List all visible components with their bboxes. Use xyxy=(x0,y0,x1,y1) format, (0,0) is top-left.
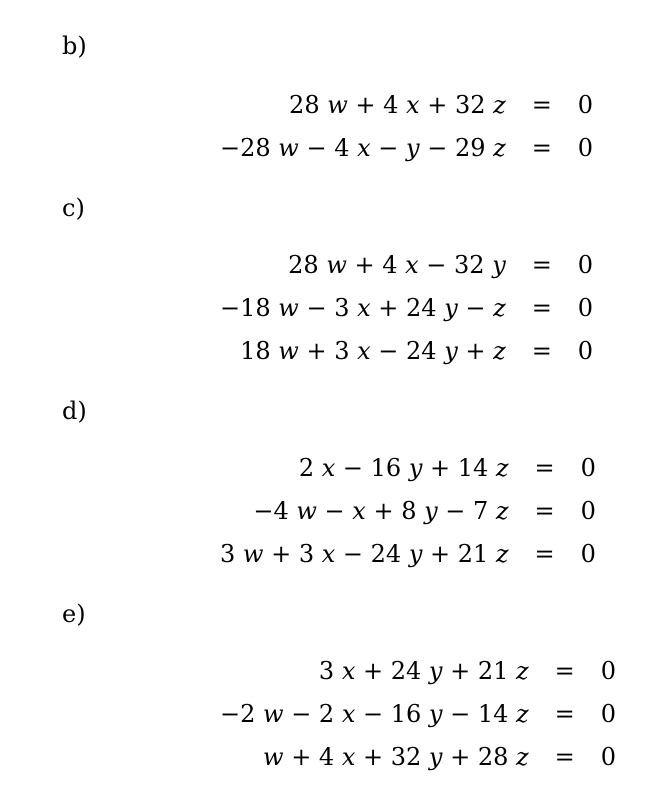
equation-row xyxy=(220,329,608,372)
equation-rhs: 0 xyxy=(580,453,596,482)
equation-relation: = xyxy=(531,250,552,279)
equation-row xyxy=(220,126,608,169)
equation-lhs: 28 w + 4 x + 32 z xyxy=(289,90,506,119)
equation-lhs: w + 4 x + 32 y + 28 z xyxy=(263,742,529,771)
equation-rhs: 0 xyxy=(600,742,616,771)
equation-lhs: 3 w + 3 x − 24 y + 21 z xyxy=(220,539,509,568)
equation-lhs: 28 w + 4 x − 32 y xyxy=(288,250,506,279)
equation-lhs: −2 w − 2 x − 16 y − 14 z xyxy=(220,699,529,728)
equation-rhs: 0 xyxy=(577,293,594,322)
equation-relation: = xyxy=(531,90,552,119)
equation-rhs: 0 xyxy=(580,496,596,525)
equation-relation: = xyxy=(531,293,552,322)
equation-lhs: 2 x − 16 y + 14 z xyxy=(298,453,509,482)
equation-row xyxy=(220,735,631,778)
part-label: b) xyxy=(62,32,87,60)
equation-relation: = xyxy=(534,453,555,482)
equation-rhs: 0 xyxy=(600,656,616,685)
equation-rhs: 0 xyxy=(577,250,594,279)
equation-row xyxy=(220,446,611,489)
part-label: c) xyxy=(62,194,85,222)
equation-row xyxy=(220,649,631,692)
equation-lhs: −18 w − 3 x + 24 y − z xyxy=(220,293,506,322)
equation-system xyxy=(220,243,608,372)
equation-lhs: 18 w + 3 x − 24 y + z xyxy=(240,336,506,365)
part-label: d) xyxy=(62,397,87,425)
equation-lhs: 3 x + 24 y + 21 z xyxy=(318,656,529,685)
equation-relation: = xyxy=(554,656,575,685)
equation-row xyxy=(220,286,608,329)
equation-rhs: 0 xyxy=(600,699,616,728)
equation-row xyxy=(220,532,611,575)
equation-rhs: 0 xyxy=(577,336,594,365)
equation-system xyxy=(220,83,608,169)
equation-lhs: −28 w − 4 x − y − 29 z xyxy=(220,133,506,162)
equation-relation: = xyxy=(554,699,575,728)
equation-rhs: 0 xyxy=(577,90,594,119)
equation-relation: = xyxy=(534,539,555,568)
equation-row xyxy=(220,489,611,532)
equation-system xyxy=(220,649,631,778)
equation-row xyxy=(220,243,608,286)
equation-relation: = xyxy=(531,133,552,162)
equation-lhs: −4 w − x + 8 y − 7 z xyxy=(253,496,509,525)
equation-row xyxy=(220,692,631,735)
equation-rhs: 0 xyxy=(580,539,596,568)
equation-system xyxy=(220,446,611,575)
part-label: e) xyxy=(62,600,86,628)
equation-rhs: 0 xyxy=(577,133,594,162)
equation-relation: = xyxy=(554,742,575,771)
equation-row xyxy=(220,83,608,126)
equation-relation: = xyxy=(534,496,555,525)
equation-relation: = xyxy=(531,336,552,365)
